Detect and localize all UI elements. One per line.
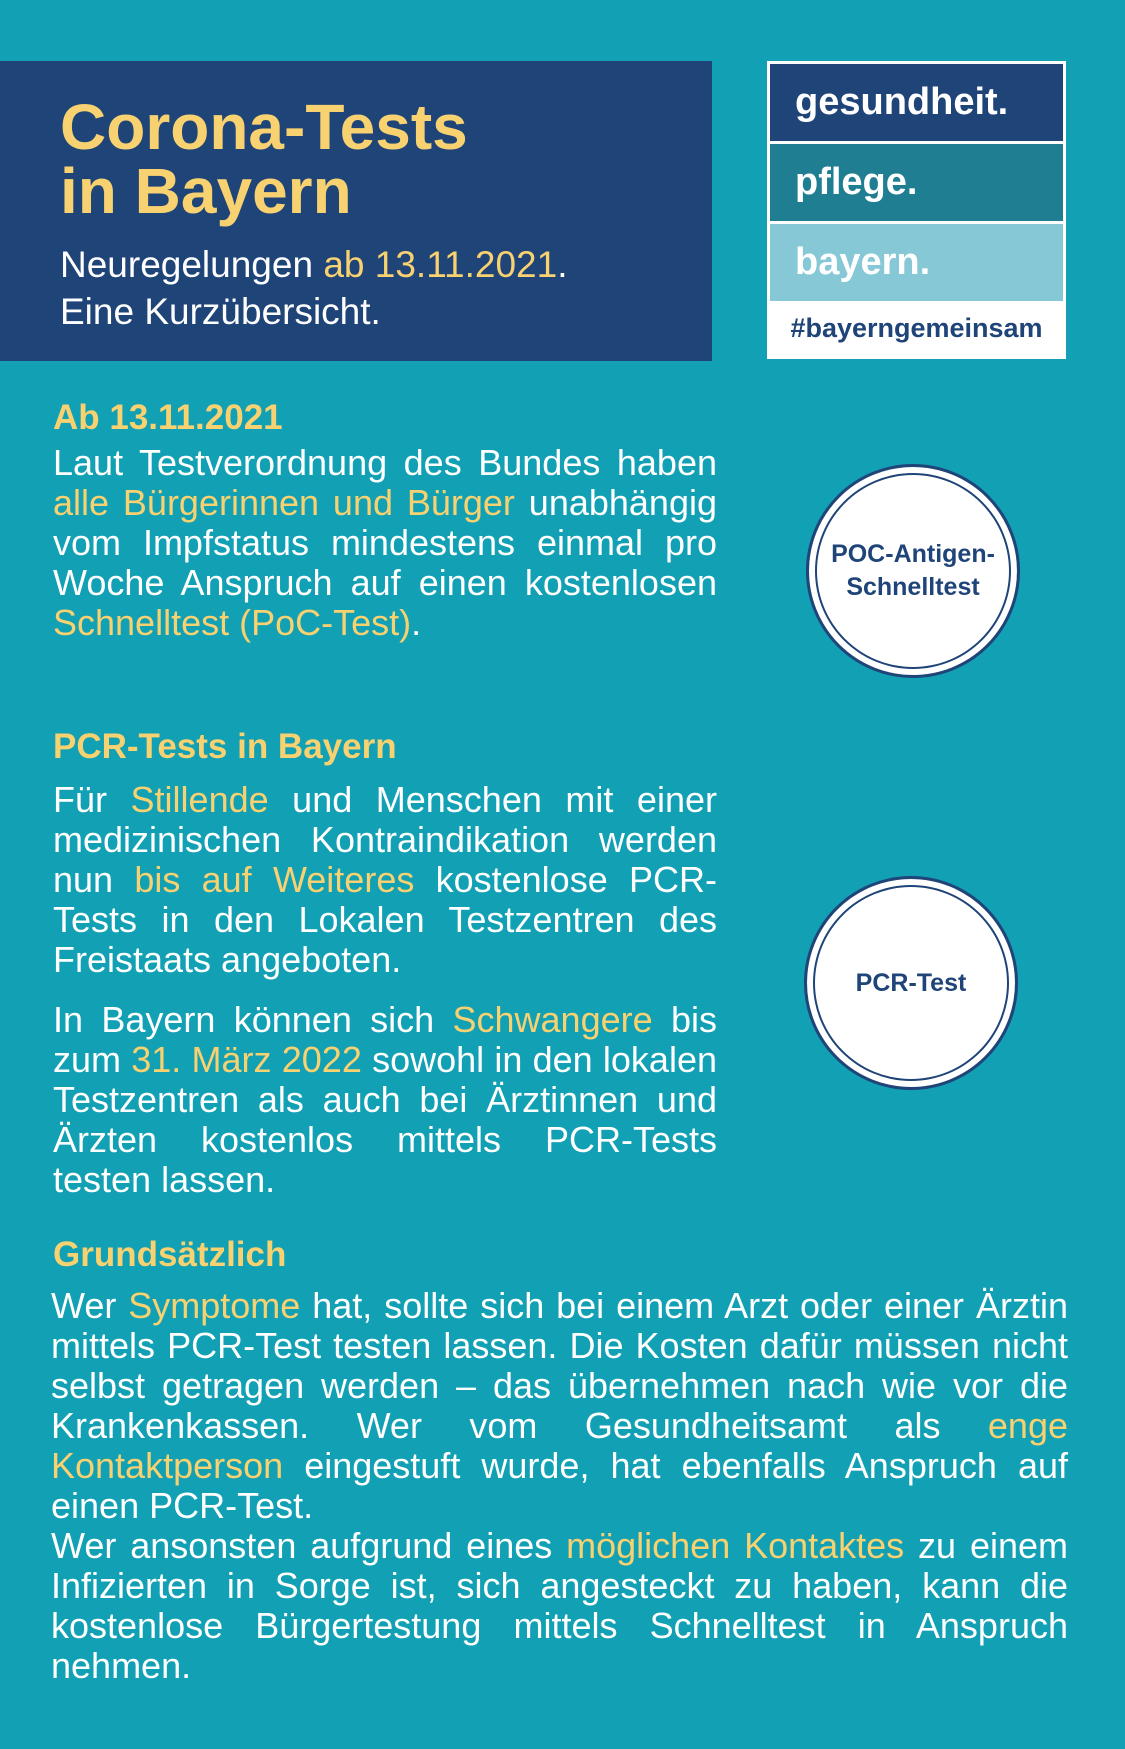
- section2-highlight-date: 31. März 2022: [131, 1039, 362, 1080]
- title-line-1: Corona-Tests: [60, 91, 468, 163]
- pcr-test-badge: [804, 876, 1018, 1090]
- subtitle-suffix: .: [557, 244, 568, 285]
- section2-paragraph-1: [53, 780, 717, 980]
- poc-antigen-schnelltest-badge: [806, 464, 1020, 678]
- logo-row-bayern: bayern.: [770, 224, 1063, 301]
- poc-badge-label: [831, 538, 995, 604]
- section2-paragraph-2: [53, 1000, 717, 1200]
- section3-highlight-kontaktperson: enge Kontaktperson: [51, 1405, 1068, 1486]
- logo-row-gesundheit: gesundheit.: [770, 64, 1063, 141]
- section3-highlight-symptome: Symptome: [128, 1285, 301, 1326]
- section2-heading: PCR-Tests in Bayern: [53, 727, 397, 766]
- section2-p1-text-a: Für: [53, 779, 131, 820]
- section2-p1-text-c: und Menschen mit einer medizinischen Kontraindikation werden nun: [53, 779, 717, 900]
- subtitle-prefix: Neuregelungen: [60, 244, 324, 285]
- logo-row-pflege: pflege.: [770, 144, 1063, 221]
- section2-p1-text-e: kostenlose PCR-Tests in den Lokalen Testzentren des Freistaats angeboten.: [53, 859, 717, 980]
- section2-p2-text-c: bis zum: [53, 999, 717, 1080]
- section3-highlight-kontaktes: möglichen Kontaktes: [566, 1525, 905, 1566]
- gesundheit-pflege-bayern-logo: [767, 61, 1066, 359]
- logo-hashtag: #bayerngemeinsam: [790, 313, 1043, 343]
- section1-highlight-schnelltest: Schnelltest (PoC-Test): [53, 602, 412, 643]
- section2-highlight-schwangere: Schwangere: [452, 999, 653, 1040]
- section3-paragraph-2: [51, 1526, 1068, 1686]
- section3-p1-text-c: hat, sollte sich bei einem Arzt oder einer Ärztin mittels PCR-Test testen lassen. Die Kosten dafür müssen nicht selbst getragen werden – das übernehmen nach wie vor die Krankenkassen. Wer vom Gesundheitsamt als: [51, 1285, 1068, 1446]
- section1-highlight-buerger: alle Bürgerinnen und Bürger: [53, 482, 515, 523]
- section3-p2-text-c: zu einem Infizierten in Sorge ist, sich angesteckt zu haben, kann die kostenlose Bürgertestung mittels Schnelltest in Anspruch nehmen.: [51, 1525, 1068, 1686]
- poc-badge-line-2: Schnelltest: [846, 573, 980, 601]
- section1-heading: Ab 13.11.2021: [53, 398, 283, 437]
- title-box: [0, 61, 712, 361]
- section3-paragraph-1: [51, 1286, 1068, 1526]
- section1-text-e: .: [411, 602, 422, 643]
- section2-highlight-bis-auf-weiteres: bis auf Weiteres: [134, 859, 415, 900]
- section3-heading: Grundsätzlich: [53, 1235, 287, 1274]
- section1-paragraph: [53, 443, 717, 643]
- section1-text-c: unabhängig vom Impfstatus mindestens einmal pro Woche Anspruch auf einen kostenlosen: [53, 482, 717, 603]
- poc-badge-line-1: POC-Antigen-: [831, 540, 995, 568]
- subtitle: [60, 241, 567, 335]
- section1-text-a: Laut Testverordnung des Bundes haben: [53, 442, 717, 483]
- page-title: [60, 91, 468, 227]
- section2-p2-text-e: sowohl in den lokalen Testzentren als auch bei Ärztinnen und Ärzten kostenlos mittels PCR-Tests testen lassen.: [53, 1039, 717, 1200]
- section2-p2-text-a: In Bayern können sich: [53, 999, 453, 1040]
- section3-p1-text-a: Wer: [51, 1285, 129, 1326]
- subtitle-date: ab 13.11.2021: [323, 244, 558, 285]
- section3-p1-text-e: eingestuft wurde, hat ebenfalls Anspruch auf einen PCR-Test.: [51, 1445, 1068, 1526]
- pcr-badge-label: PCR-Test: [855, 968, 967, 997]
- section3-p2-text-a: Wer ansonsten aufgrund eines: [51, 1525, 567, 1566]
- title-line-2: in Bayern: [60, 155, 352, 227]
- subtitle-line-2: Eine Kurzübersicht.: [60, 291, 381, 332]
- section2-highlight-stillende: Stillende: [130, 779, 269, 820]
